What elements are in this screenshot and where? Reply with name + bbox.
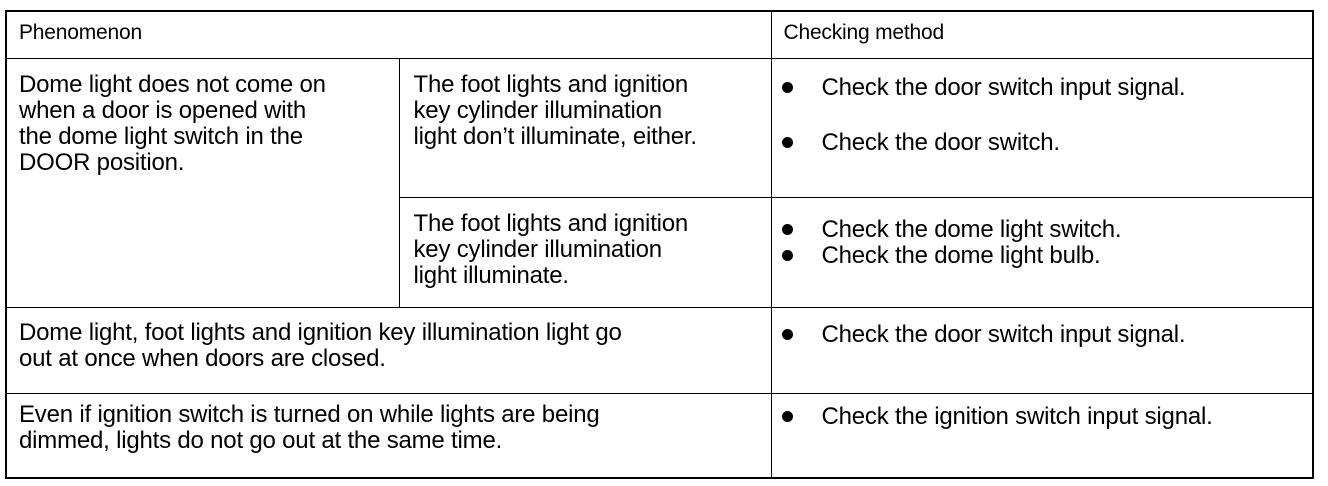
check-text: Check the dome light bulb. bbox=[821, 241, 1101, 269]
check-list bbox=[772, 404, 1313, 430]
bullet-icon bbox=[782, 137, 793, 148]
bullet-icon bbox=[782, 250, 793, 261]
bullet-icon bbox=[782, 411, 793, 422]
check-text: Check the door switch input signal. bbox=[821, 320, 1186, 348]
troubleshooting-table-container bbox=[5, 10, 1312, 477]
check-item bbox=[772, 404, 1313, 430]
condition-cell: The foot lights and ignition key cylinder illumination light illuminate. bbox=[399, 197, 771, 307]
check-text: Check the door switch input signal. bbox=[821, 73, 1186, 101]
phenomenon-cell: Even if ignition switch is turned on while lights are being dimmed, lights do not go out at the same time. bbox=[6, 393, 771, 478]
check-list bbox=[772, 322, 1313, 348]
table-header-row bbox=[6, 11, 1313, 58]
check-text: Check the ignition switch input signal. bbox=[821, 402, 1213, 430]
header-phenomenon: Phenomenon bbox=[6, 11, 771, 58]
check-list bbox=[772, 75, 1313, 156]
condition-cell: The foot lights and ignition key cylinder illumination light don’t illuminate, either. bbox=[399, 58, 771, 197]
phenomenon-cell: Dome light does not come on when a door is opened with the dome light switch in the DOOR position. bbox=[6, 58, 399, 307]
check-item bbox=[772, 217, 1313, 243]
check-item bbox=[772, 243, 1313, 269]
bullet-icon bbox=[782, 82, 793, 93]
check-list bbox=[772, 217, 1313, 269]
bullet-icon bbox=[782, 329, 793, 340]
check-item bbox=[772, 75, 1313, 101]
header-checking-method: Checking method bbox=[771, 11, 1313, 58]
bullet-icon bbox=[782, 224, 793, 235]
check-item bbox=[772, 322, 1313, 348]
checking-method-cell bbox=[771, 197, 1313, 307]
troubleshooting-table bbox=[5, 10, 1314, 479]
checking-method-cell bbox=[771, 307, 1313, 393]
check-text: Check the dome light switch. bbox=[821, 215, 1122, 243]
checking-method-cell bbox=[771, 58, 1313, 197]
check-item bbox=[772, 130, 1313, 156]
table-row bbox=[6, 307, 1313, 393]
table-row bbox=[6, 58, 1313, 197]
table-row bbox=[6, 393, 1313, 478]
phenomenon-cell: Dome light, foot lights and ignition key illumination light go out at once when doors are closed. bbox=[6, 307, 771, 393]
check-text: Check the door switch. bbox=[821, 128, 1060, 156]
checking-method-cell bbox=[771, 393, 1313, 478]
